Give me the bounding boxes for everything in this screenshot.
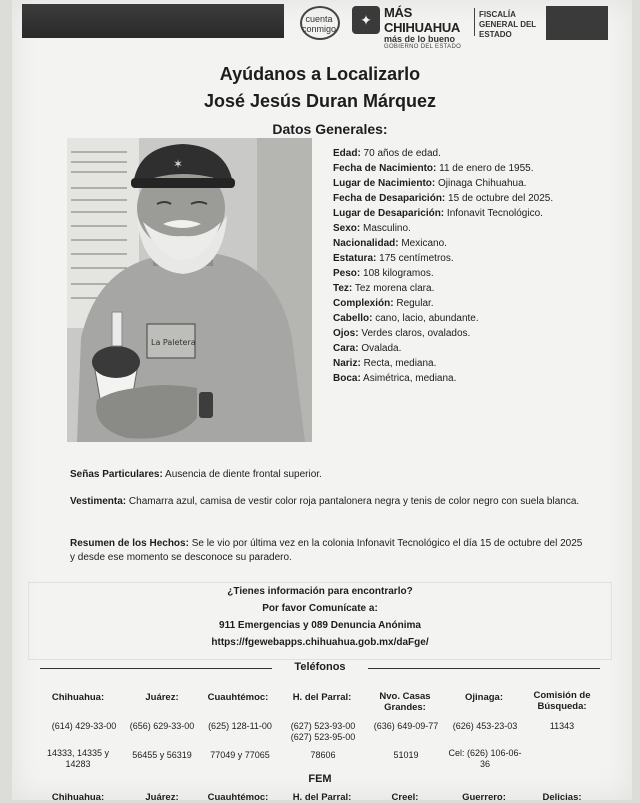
tel-phone-comision: 11343 <box>549 721 575 731</box>
tel-phone-chihuahua: (614) 429-33-00 <box>51 721 117 731</box>
dato-cabello: Cabello: cano, lacio, abundante. <box>333 313 479 324</box>
fem-head-cuauhtemoc: Cuauhtémoc: <box>207 792 269 803</box>
person-name: José Jesús Duran Márquez <box>203 91 437 111</box>
dato-nacionalidad: Nacionalidad: Mexicano. <box>333 238 447 249</box>
fem-head-creel: Creel: <box>391 792 419 803</box>
tel-head-juarez: Juárez: <box>145 692 179 703</box>
cuenta-conmigo-logo: cuenta conmigo <box>292 6 346 38</box>
senas-particulares: Señas Particulares: Ausencia de diente frontal superior. <box>70 469 322 480</box>
dato-lugar-desaparicion: Lugar de Desaparición: Infonavit Tecnológico. <box>333 208 543 219</box>
tel-ext-juarez: 56455 y 56319 <box>132 750 192 760</box>
contact-box <box>28 582 612 660</box>
fiscalia-logo: FISCALÍA GENERAL DEL ESTADO <box>479 10 537 39</box>
dato-ojos: Ojos: Verdes claros, ovalados. <box>333 328 471 339</box>
tel-phone-ojinaga: (626) 453-23-03 <box>452 721 518 731</box>
vestimenta: Vestimenta: Chamarra azul, camisa de vestir color roja pantalonera negra y tenis de color negro con suela blanca. <box>70 496 580 507</box>
datos-generales-list <box>333 146 623 386</box>
datos-generales-heading: Datos Generales: <box>272 121 388 137</box>
dato-sexo: Sexo: Masculino. <box>333 223 411 234</box>
contact-emergency: 911 Emergencias y 089 Denuncia Anónima <box>219 620 421 631</box>
dato-complexion: Complexión: Regular. <box>333 298 434 309</box>
tel-head-chihuahua: Chihuahua: <box>51 692 105 703</box>
fem-head-juarez: Juárez: <box>145 792 179 803</box>
tel-ext-ojinaga: Cel: (626) 106-06-36 <box>448 748 522 769</box>
dato-peso: Peso: 108 kilogramos. <box>333 268 434 279</box>
fem-heading: FEM <box>308 773 332 785</box>
contact-question: ¿Tienes información para encontrarlo? <box>227 586 413 597</box>
tel-ext-chihuahua: 14333, 14335 y 14283 <box>46 748 110 769</box>
contact-url: https://fgewebapps.chihuahua.gob.mx/daFge/ <box>211 637 429 648</box>
dato-estatura: Estatura: 175 centímetros. <box>333 253 454 264</box>
tel-ext-cuauhtemoc: 77049 y 77065 <box>210 750 270 760</box>
tel-head-ojinaga: Ojinaga: <box>464 692 503 703</box>
dato-lugar-nacimiento: Lugar de Nacimiento: Ojinaga Chihuahua. <box>333 178 527 189</box>
shirt-name-tag: La Paletera <box>151 338 196 347</box>
flyer-title: Ayúdanos a Localizarlo <box>219 64 421 84</box>
tel-phone-parral: (627) 523-93-00 (627) 523-95-00 <box>290 721 356 742</box>
state-seal-icon: ✦ <box>352 6 380 34</box>
header-divider <box>474 8 475 36</box>
telefonos-line-right <box>368 668 600 669</box>
fem-head-parral: H. del Parral: <box>292 792 352 803</box>
resumen-hechos: Resumen de los Hechos: Se le vio por última vez en la colonia Infonavit Tecnológico el día 15 de octubre del 2025 y desde ese momento se desconoce su paradero. <box>70 538 583 563</box>
fem-head-guerrero: Guerrero: <box>462 792 506 803</box>
contact-prompt: Por favor Comunícate a: <box>262 603 378 614</box>
person-photo <box>67 138 312 442</box>
dato-tez: Tez: Tez morena clara. <box>333 283 435 294</box>
tel-phone-cuauhtemoc: (625) 128-11-00 <box>208 721 272 731</box>
mas-chihuahua-logo: MÁS CHIHUAHUA más de lo bueno GOBIERNO DEL ESTADO <box>384 5 462 50</box>
dato-fecha-desaparicion: Fecha de Desaparición: 15 de octubre del 2025. <box>333 193 554 204</box>
telefonos-heading: Teléfonos <box>294 661 346 673</box>
tel-phone-juarez: (656) 629-33-00 <box>129 721 195 731</box>
header-bar-left <box>22 4 284 38</box>
dato-nariz: Nariz: Recta, mediana. <box>333 358 437 369</box>
header-bar-right <box>546 6 608 40</box>
dato-fecha-nacimiento: Fecha de Nacimiento: 11 de enero de 1955. <box>333 163 534 174</box>
tel-head-comision-busqueda: Comisión de Búsqueda: <box>533 690 591 712</box>
svg-text:✶: ✶ <box>173 157 184 171</box>
fem-head-chihuahua: Chihuahua: <box>51 792 105 803</box>
fem-head-delicias: Delicias: <box>542 792 582 803</box>
tel-head-parral: H. del Parral: <box>292 692 352 703</box>
dato-cara: Cara: Ovalada. <box>333 343 402 354</box>
dato-boca: Boca: Asimétrica, mediana. <box>333 373 457 384</box>
dato-edad: Edad: 70 años de edad. <box>333 148 441 159</box>
tel-head-cuauhtemoc: Cuauhtémoc: <box>207 692 269 703</box>
tel-ext-nvo-casas-grandes: 51019 <box>393 750 419 760</box>
tel-phone-nvo-casas-grandes: (636) 649-09-77 <box>373 721 439 731</box>
tel-head-nvo-casas-grandes: Nvo. Casas Grandes: <box>379 691 431 713</box>
tel-ext-parral: 78606 <box>310 750 336 760</box>
